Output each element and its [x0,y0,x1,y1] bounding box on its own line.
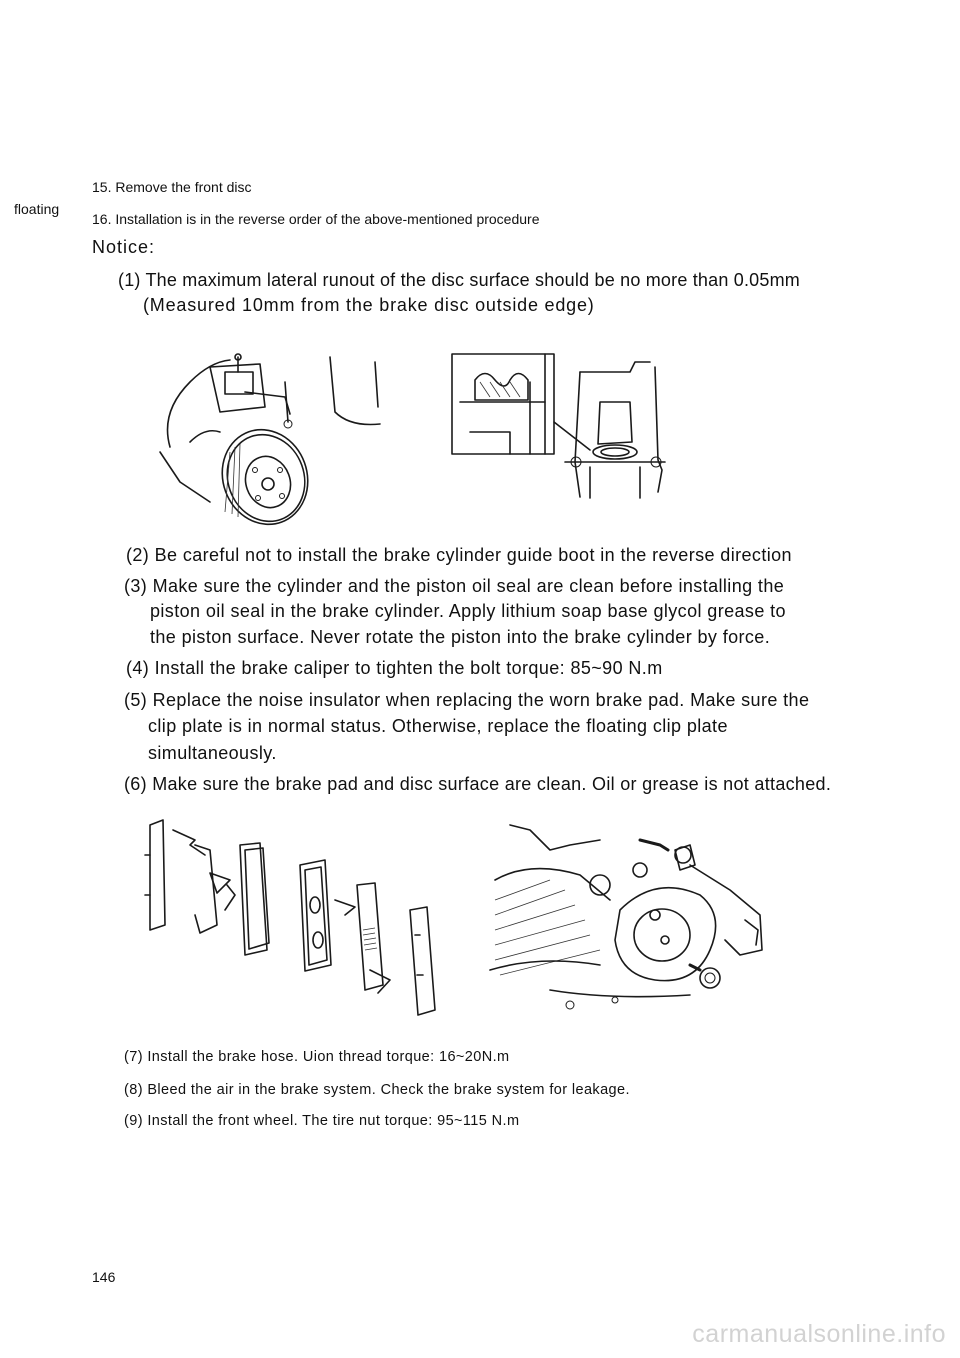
note-1-line-1: (1) The maximum lateral runout of the disc surface should be no more than 0.05mm [118,270,800,290]
note-9: (9) Install the front wheel. The tire nut torque: 95~115 N.m [124,1113,520,1129]
note-2: (2) Be careful not to install the brake cylinder guide boot in the reverse direction [126,545,792,565]
note-1-line-2: (Measured 10mm from the brake disc outside edge) [143,295,595,315]
brake-pad-stack-figure [135,815,445,1025]
note-5-line-2: clip plate is in normal status. Otherwise, replace the floating clip plate [148,716,728,736]
note-7: (7) Install the brake hose. Uion thread torque: 16~20N.m [124,1049,510,1065]
note-3-line-3: the piston surface. Never rotate the piston into the brake cylinder by force. [150,627,771,647]
note-5-line-3: simultaneously. [148,743,277,763]
note-8: (8) Bleed the air in the brake system. Check the brake system for leakage. [124,1082,630,1098]
page-number: 146 [92,1269,116,1285]
notice-heading: Notice: [92,237,156,257]
step-16: 16. Installation is in the reverse order of the above-mentioned procedure [92,211,540,227]
note-3-line-1: (3) Make sure the cylinder and the piston oil seal are clean before installing the [124,576,785,596]
note-4: (4) Install the brake caliper to tighten the bolt torque: 85~90 N.m [126,658,663,678]
note-3-line-2: piston oil seal in the brake cylinder. Apply lithium soap base glycol grease to [150,601,786,621]
watermark[interactable]: carmanualsonline.info [692,1320,946,1348]
step-15: 15. Remove the front disc [92,179,252,195]
guide-boot-figure [450,352,670,500]
margin-note: floating [14,201,60,217]
note-6: (6) Make sure the brake pad and disc surface are clean. Oil or grease is not attached. [124,774,832,794]
caliper-bolt-figure [490,820,770,1030]
note-5-line-1: (5) Replace the noise insulator when replacing the worn brake pad. Make sure the [124,690,810,710]
disc-runout-figure [150,352,390,527]
